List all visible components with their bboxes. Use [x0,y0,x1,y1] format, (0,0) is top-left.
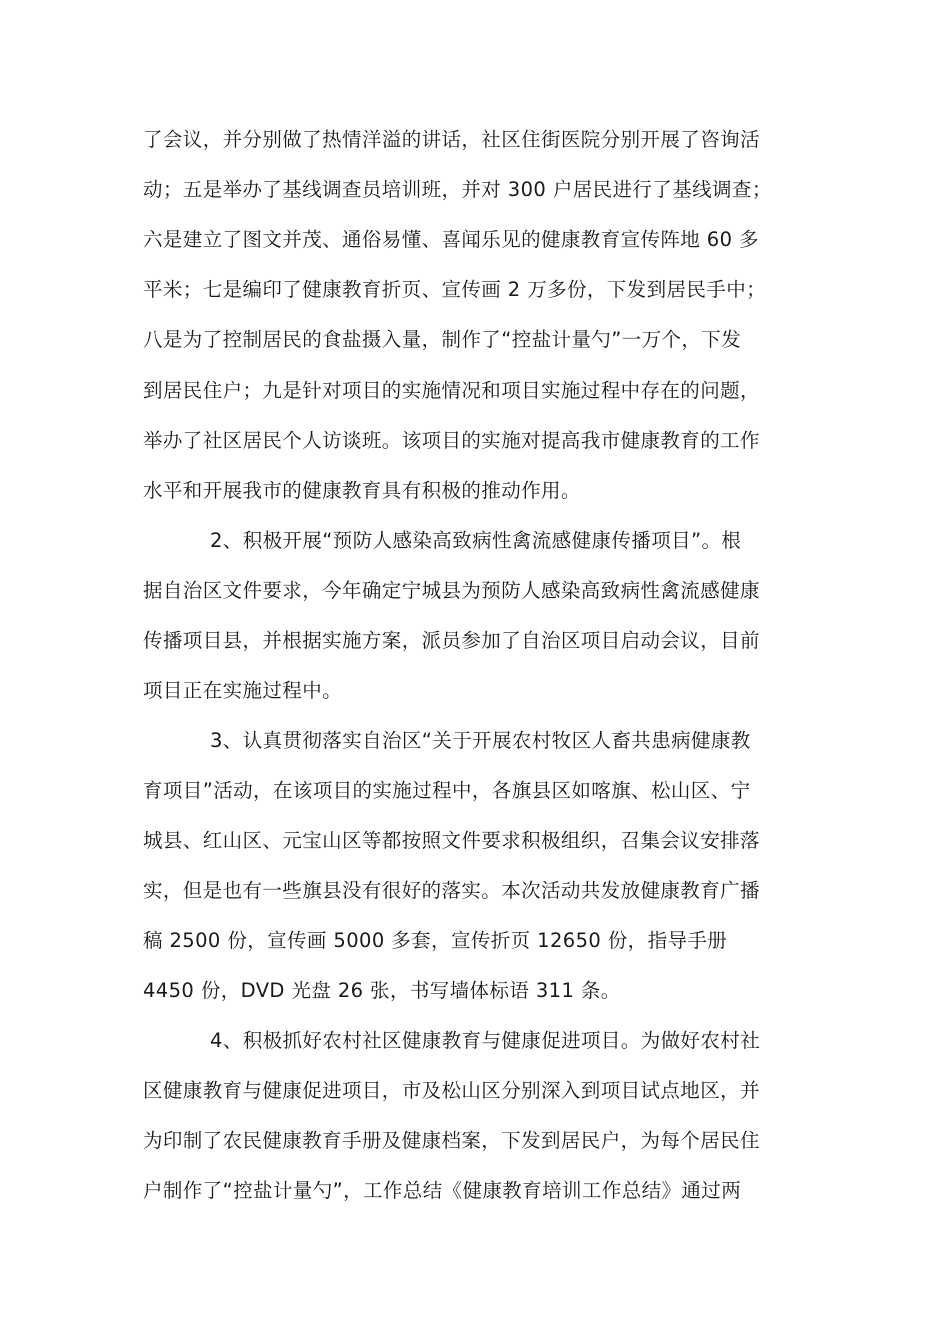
text-line: 八是为了控制居民的食盐摄入量，制作了“控盐计量勺”一万个，下发 [143,328,742,351]
text-line: 水平和开展我市的健康教育具有积极的推动作用。 [143,479,581,502]
text-line: 城县、红山区、元宝山区等都按照文件要求积极组织，召集会议安排落 [143,829,760,852]
text-line: 户制作了“控盐计量勺”，工作总结《健康教育培训工作总结》通过两 [143,1179,742,1202]
text-line: 动；五是举办了基线调查员培训班，并对 300 户居民进行了基线调查； [143,178,772,201]
text-line: 育项目”活动，在该项目的实施过程中，各旗县区如喀旗、松山区、宁 [143,779,751,802]
text-line: 平米；七是编印了健康教育折页、宣传画 2 万多份，下发到居民手中； [143,278,767,301]
text-line: 传播项目县，并根据实施方案，派员参加了自治区项目启动会议，目前 [143,629,760,652]
text-line: 4450 份，DVD 光盘 26 张，书写墙体标语 311 条。 [143,979,621,1002]
text-line: 了会议，并分别做了热情洋溢的讲话，社区住街医院分别开展了咨询活 [143,128,760,151]
text-line: 稿 2500 份，宣传画 5000 多套，宣传折页 12650 份，指导手册 [143,929,728,952]
text-line: 到居民住户；九是针对项目的实施情况和项目实施过程中存在的问题， [143,379,760,402]
paragraph-heading: 3、认真贯彻落实自治区“关于开展农村牧区人畜共患病健康教 [210,729,751,752]
paragraph-heading: 4、积极抓好农村社区健康教育与健康促进项目。为做好农村社 [210,1029,761,1052]
text-line: 六是建立了图文并茂、通俗易懂、喜闻乐见的健康教育宣传阵地 60 多 [143,228,759,251]
text-line: 为印制了农民健康教育手册及健康档案，下发到居民户，为每个居民住 [143,1129,760,1152]
text-line: 实，但是也有一些旗县没有很好的落实。本次活动共发放健康教育广播 [143,879,760,902]
text-line: 据自治区文件要求，今年确定宁城县为预防人感染高致病性禽流感健康 [143,579,760,602]
paragraph-heading: 2、积极开展“预防人感染高致病性禽流感健康传播项目”。根 [210,529,742,552]
text-line: 区健康教育与健康促进项目，市及松山区分别深入到项目试点地区，并 [143,1079,760,1102]
text-line: 项目正在实施过程中。 [143,679,343,702]
text-line: 举办了社区居民个人访谈班。该项目的实施对提高我市健康教育的工作 [143,429,760,452]
